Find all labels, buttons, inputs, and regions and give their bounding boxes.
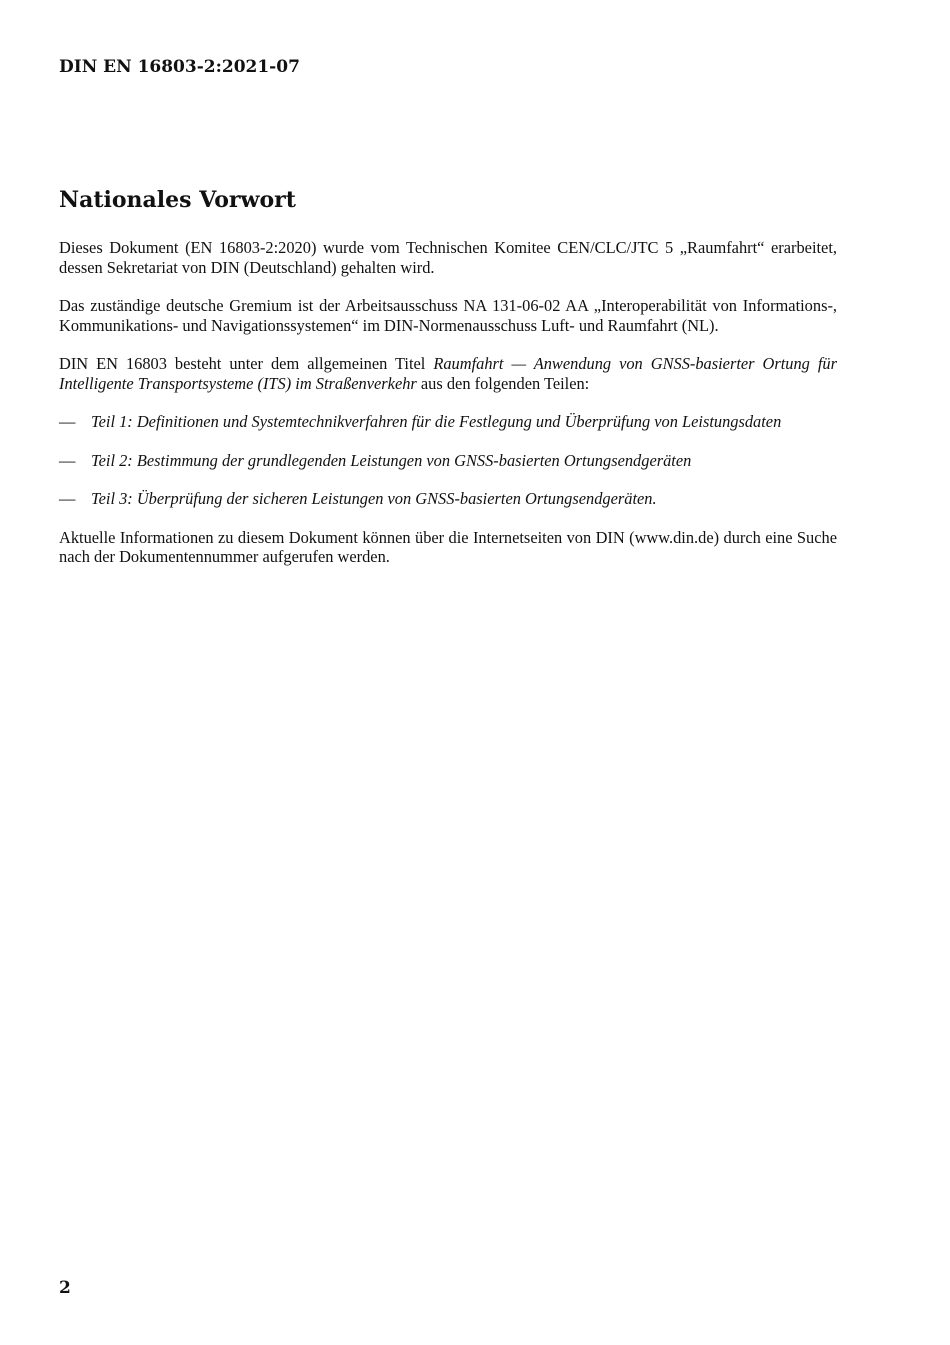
dash-marker: — (59, 412, 76, 431)
list-item (59, 489, 837, 509)
series-title-italic: Raumfahrt — Anwendung von GNSS-basierter Ortung für Intelligente Transportsysteme (ITS) im Straßenverkehr (59, 354, 837, 393)
section-title: Nationales Vorwort (59, 187, 296, 213)
part-2-text: Teil 2: Bestimmung der grundlegenden Leistungen von GNSS-basierten Ortungsendgeräten (91, 450, 692, 470)
paragraph-document-origin: Dieses Dokument (EN 16803-2:2020) wurde vom Technischen Komitee CEN/CLC/JTC 5 „Raumfahrt“ erarbeitet, dessen Sekretariat von DIN (Deutschland) gehalten wird. (59, 238, 837, 277)
dash-marker: — (59, 489, 76, 508)
page-header-document-id: DIN EN 16803-2:2021-07 (59, 57, 300, 77)
parts-list (59, 412, 837, 509)
part-3-text: Teil 3: Überprüfung der sicheren Leistungen von GNSS-basierten Ortungsendgeräten. (91, 489, 657, 508)
paragraph-series-title (59, 354, 837, 393)
series-outro-text: aus den folgenden Teilen: (416, 373, 590, 393)
page-number: 2 (59, 1278, 71, 1298)
main-content (59, 185, 837, 586)
paragraph-current-information: Aktuelle Informationen zu diesem Dokument können über die Internetseiten von DIN (www.din.de) durch eine Suche nach der Dokumentennummer aufgerufen werden. (59, 527, 837, 566)
series-intro-text: DIN EN 16803 besteht unter dem allgemeinen Titel (59, 354, 434, 373)
list-item (59, 412, 837, 432)
part-1-text: Teil 1: Definitionen und Systemtechnikverfahren für die Festlegung und Überprüfung von Leistungsdaten (91, 412, 782, 431)
paragraph-responsible-committee: Das zuständige deutsche Gremium ist der Arbeitsausschuss NA 131-06-02 AA „Interoperabilität von Informations-, Kommunikations- und Navigationssystemen“ im DIN-Normenausschuss Luft- und Raumfahrt (NL). (59, 296, 837, 335)
list-item (59, 451, 837, 471)
dash-marker: — (59, 450, 76, 470)
